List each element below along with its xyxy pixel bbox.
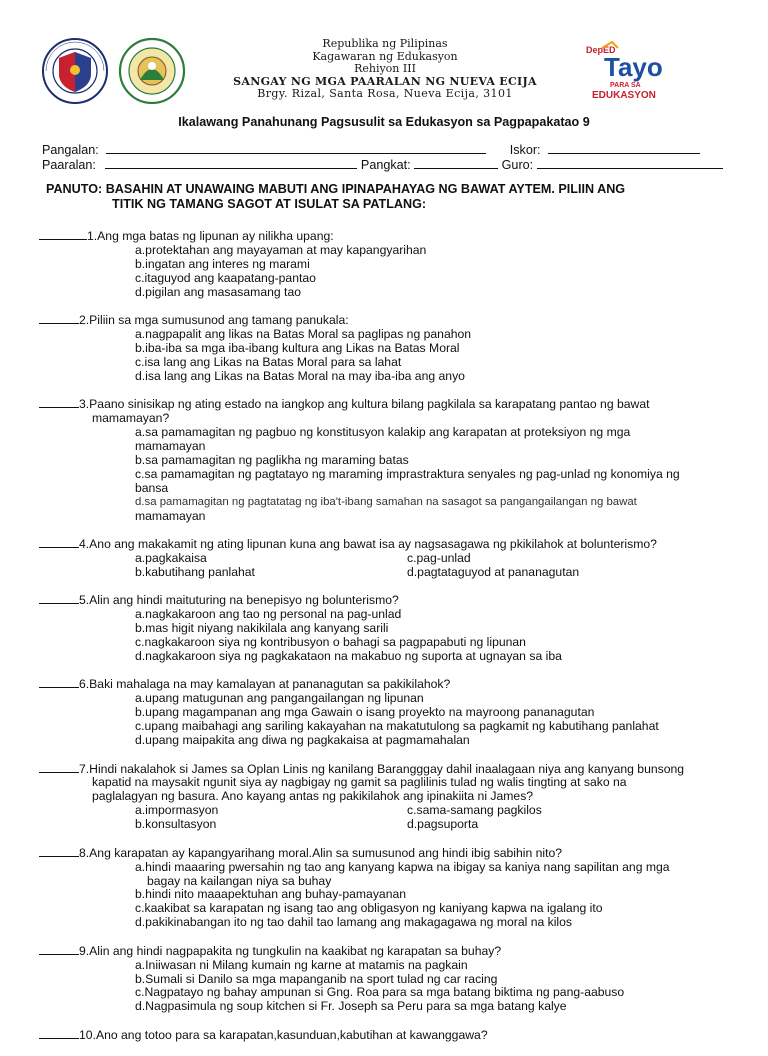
question-stem: 1.Ang mga batas ng lipunan ay nilikha upang:	[87, 229, 334, 243]
pangalan-label: Pangalan:	[42, 143, 99, 157]
option: d.upang maipakita ang diwa ng pagkakaisa at pagmamahalan	[135, 733, 470, 748]
iskor-field[interactable]	[548, 143, 700, 154]
option: b.upang magampanan ang mga Gawain o isang proyekto na mayroong pananagutan	[135, 705, 595, 720]
header-text-block	[180, 38, 590, 101]
instructions-line-1: PANUTO: BASAHIN AT UNAWAING MABUTI ANG IPINAPAHAYAG NG BAWAT AYTEM. PILIIN ANG	[46, 182, 626, 196]
paaralan-label: Paaralan:	[42, 158, 96, 172]
option: b.kabutihang panlahat	[135, 564, 255, 579]
option: d.Nagpasimula ng soup kitchen si Fr. Joseph sa Peru para sa mga batang kalye	[135, 999, 567, 1014]
question-stem-continued: mamamayan?	[92, 411, 170, 426]
paaralan-field[interactable]	[105, 158, 357, 169]
guro-field[interactable]	[537, 158, 723, 169]
option: d.pagtataguyod at pananagutan	[407, 564, 580, 579]
info-row-1	[42, 143, 700, 157]
option: d.pakikinabangan ito ng tao dahil tao lamang ang makagagawa ng moral na kilos	[135, 915, 573, 930]
tayo-logo-sub1: PARA SA	[610, 82, 641, 89]
option: d.nagkakaroon siya ng pagkakataon na makabuo ng suporta at ugnayan sa iba	[135, 648, 562, 663]
option: c.sa pamamagitan ng pagtatayo ng maraming imprastraktura senyales ng pag-unlad ng konomiya ng	[135, 466, 680, 481]
tayo-logo-top: DepED	[586, 45, 616, 55]
pangkat-field[interactable]	[414, 158, 498, 169]
answer-blank-1[interactable]	[39, 229, 87, 240]
tayo-logo-sub2: EDUKASYON	[592, 90, 656, 101]
option: d.isa lang ang Likas na Batas Moral na may iba-iba ang anyo	[135, 368, 465, 383]
answer-blank-8[interactable]	[39, 846, 79, 857]
question-9	[39, 944, 759, 1015]
option: a.upang matugunan ang pangangailangan ng lipunan	[135, 691, 424, 706]
question-stem-continued: paglalagyan ng basura. Ano kayang antas ng pakikilahok ang ipinakiita ni James?	[92, 789, 534, 804]
option: a.hindi maaaring pwersahin ng tao ang kanyang kapwa na ibigay sa kaniya nang sapilitan ang mga	[135, 859, 670, 874]
option: b.Sumali si Danilo sa mga mapanganib na sport tulad ng car racing	[135, 971, 498, 986]
header-division: SANGAY NG MGA PAARALAN NG NUEVA ECIJA	[233, 74, 537, 88]
option-continued: mamamayan	[135, 508, 206, 523]
info-row-2	[42, 158, 723, 172]
question-10	[39, 1028, 759, 1043]
answer-blank-6[interactable]	[39, 677, 79, 688]
option: c.pag-unlad	[407, 550, 471, 565]
question-stem: 7.Hindi nakalahok si James sa Oplan Linis ng kanilang Barangggay dahil inaalagaan niya ang kanyang bunsong	[79, 761, 685, 776]
option: b.ingatan ang interes ng marami	[135, 256, 310, 271]
option: c.itaguyod ang kaapatang-pantao	[135, 270, 316, 285]
document-header	[0, 38, 768, 108]
question-1	[39, 229, 759, 300]
question-stem: 8.Ang karapatan ay kapangyarihang moral.Alin sa sumusunod ang hindi ibig sabihin nito?	[79, 845, 563, 860]
option: a.pagkakaisa	[135, 550, 207, 565]
question-stem: 9.Alin ang hindi nagpapakita ng tungkulin na kaakibat ng karapatan sa buhay?	[79, 943, 502, 958]
answer-blank-9[interactable]	[39, 944, 79, 955]
option: a.nagkakaroon ang tao ng personal na pag-unlad	[135, 607, 402, 622]
option: a.sa pamamagitan ng pagbuo ng konstitusyon kalakip ang karapatan at proteksiyon ng mga	[135, 425, 631, 440]
option: c.kaakibat sa karapatan ng isang tao ang obligasyon ng kaniyang kapwa na igalang ito	[135, 901, 603, 916]
question-2	[39, 313, 759, 384]
question-stem: 2.Piliin sa mga sumusunod ang tamang panukala:	[79, 313, 349, 328]
option: a.nagpapalit ang likas na Batas Moral sa paglipas ng panahon	[135, 327, 472, 342]
deped-seal-logo	[40, 38, 110, 104]
header-department: Kagawaran ng Edukasyon	[312, 49, 458, 63]
option-continued: mamamayan	[135, 438, 206, 453]
iskor-label: Iskor:	[509, 143, 541, 157]
option: a.impormasyon	[135, 803, 219, 818]
answer-blank-10[interactable]	[39, 1028, 79, 1039]
question-stem: 4.Ano ang makakamit ng ating lipunan kuna ang bawat isa ay nagsasagawa ng pkikilahok at bolunterismo?	[79, 537, 657, 551]
deped-tayo-logo	[582, 40, 678, 102]
option: b.konsultasyon	[135, 817, 217, 832]
header-republic: Republika ng Pilipinas	[322, 37, 448, 50]
question-6	[39, 677, 759, 748]
option: b.hindi nito maaapektuhan ang buhay-pamayanan	[135, 887, 407, 902]
option: b.sa pamamagitan ng paglikha ng maraming batas	[135, 452, 409, 467]
option: d.sa pamamagitan ng pagtatatag ng iba't-ibang samahan na sasagot sa pangangailangan ng bawat	[135, 495, 637, 508]
division-seal-logo	[118, 38, 186, 104]
option: c.Nagpatayo ng bahay ampunan si Gng. Roa para sa mga batang biktima ng pang-aabuso	[135, 985, 625, 1000]
guro-label: Guro:	[501, 158, 534, 172]
option: a.protektahan ang mayayaman at may kapangyarihan	[135, 242, 427, 257]
option: c.sama-samang pagkilos	[407, 803, 542, 818]
question-5	[39, 593, 759, 664]
option: c.isa lang ang Likas na Batas Moral para sa lahat	[135, 354, 402, 369]
pangalan-field[interactable]	[106, 143, 486, 154]
option-continued: bansa	[135, 480, 169, 495]
question-stem: 10.Ano ang totoo para sa karapatan,kasunduan,kabutihan at kawanggawa?	[79, 1027, 488, 1042]
answer-blank-4[interactable]	[39, 537, 79, 548]
option: c.nagkakaroon siya ng kontribusyon o bahagi sa pagpapabuti ng lipunan	[135, 635, 526, 650]
answer-blank-5[interactable]	[39, 593, 79, 604]
instructions	[46, 182, 736, 212]
tayo-logo-main: Tayo	[604, 52, 663, 82]
question-list	[39, 229, 759, 1056]
question-stem: 3.Paano sinisikap ng ating estado na iangkop ang kultura bilang pagkilala sa karapatang pantao ng bawat	[79, 397, 650, 412]
question-stem-continued: kapatid na maysakit ngunit siya ay nagbigay ng gamit sa paglilinis tulad ng walis tingting at sako na	[92, 775, 627, 790]
option: b.iba-iba sa mga iba-ibang kultura ang Likas na Batas Moral	[135, 340, 460, 355]
answer-blank-2[interactable]	[39, 313, 79, 324]
answer-blank-3[interactable]	[39, 397, 79, 408]
option: b.mas higit niyang nakikilala ang kanyang sarili	[135, 621, 389, 636]
question-4	[39, 537, 759, 580]
exam-title: Ikalawang Panahunang Pagsusulit sa Edukasyon sa Pagpapakatao 9	[178, 115, 590, 129]
header-address: Brgy. Rizal, Santa Rosa, Nueva Ecija, 3101	[257, 87, 513, 101]
option-continued: bagay na kailangan niya sa buhay	[147, 873, 332, 888]
question-7	[39, 762, 759, 833]
question-stem: 6.Baki mahalaga na may kamalayan at pananagutan sa pakikilahok?	[79, 677, 451, 692]
question-stem: 5.Alin ang hindi maituturing na benepisyo ng bolunterismo?	[79, 593, 399, 608]
header-region: Rehiyon III	[354, 62, 416, 76]
option: d.pigilan ang masasamang tao	[135, 284, 301, 299]
option: c.upang maibahagi ang sariling kakayahan na makatutulong sa pagkamit ng kabutihang panlahat	[135, 719, 659, 734]
option: a.Iniiwasan ni Milang kumain ng karne at matamis na pagkain	[135, 957, 468, 972]
instructions-line-2: TITIK NG TAMANG SAGOT AT ISULAT SA PATLANG:	[112, 197, 427, 211]
pangkat-label: Pangkat:	[360, 158, 411, 172]
question-3	[39, 397, 759, 523]
option: d.pagsuporta	[407, 817, 479, 832]
answer-blank-7[interactable]	[39, 762, 79, 773]
question-8	[39, 846, 759, 930]
